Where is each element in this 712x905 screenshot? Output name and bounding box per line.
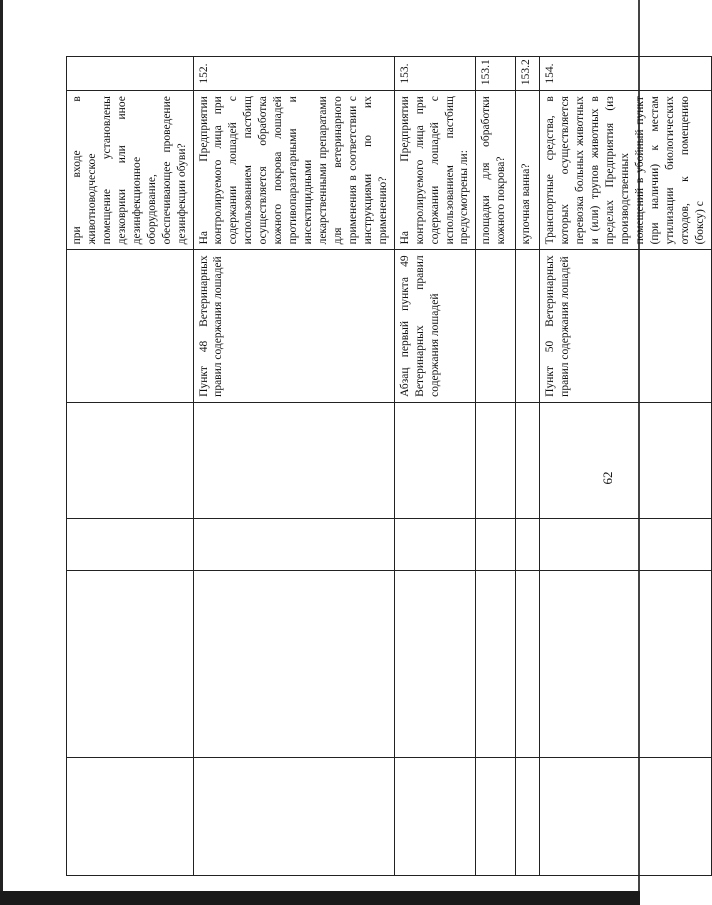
table-row — [193, 57, 394, 876]
cell-empty — [540, 757, 711, 875]
cell-empty — [516, 518, 540, 570]
cell-empty — [193, 402, 394, 518]
cell-empty — [394, 518, 476, 570]
cell-empty — [476, 757, 516, 875]
cell-reference — [516, 250, 540, 402]
cell-number: 153.2 — [516, 57, 540, 91]
cell-number: 153.1 — [476, 57, 516, 91]
cell-number: 152. — [193, 57, 394, 91]
requirements-table — [66, 56, 712, 876]
cell-empty — [394, 402, 476, 518]
cell-question: Транспортные средства, в которых осуществляется перевозка больных животных и (или) трупов животных в пределах Предприятия (из производственных помещений в убойный пункт (при наличии) к местам утилизации биологических отходов, к помещению (боксу) с — [540, 91, 711, 250]
cell-reference: Абзац первый пункта 49 Ветеринарных правил содержания лошадей — [394, 250, 476, 402]
cell-reference — [476, 250, 516, 402]
cell-question: при входе в животноводческое помещение установлены дезковрики или иное дезинфекционное оборудование, обеспечивающее проведение дезинфекции обуви? — [67, 91, 194, 250]
table-row — [476, 57, 516, 876]
cell-empty — [193, 571, 394, 758]
cell-empty — [193, 757, 394, 875]
cell-reference: Пункт 50 Ветеринарных правил содержания лошадей — [540, 250, 711, 402]
cell-empty — [67, 518, 194, 570]
cell-question: купочная ванна? — [516, 91, 540, 250]
cell-reference — [67, 250, 194, 402]
cell-empty — [476, 571, 516, 758]
table-row — [540, 57, 711, 876]
cell-empty — [540, 402, 711, 518]
cell-empty — [193, 518, 394, 570]
cell-number: 154. — [540, 57, 711, 91]
cell-empty — [67, 571, 194, 758]
cell-question: На Предприятии контролируемого лица при содержании лошадей с использованием пастбищ предусмотрены ли: — [394, 91, 476, 250]
rotated-page — [66, 56, 706, 876]
table-row — [394, 57, 476, 876]
cell-empty — [394, 757, 476, 875]
cell-empty — [516, 757, 540, 875]
cell-empty — [476, 402, 516, 518]
cell-empty — [516, 402, 540, 518]
cell-empty — [516, 571, 540, 758]
cell-empty — [67, 757, 194, 875]
cell-reference: Пункт 48 Ветеринарных правил содержания лошадей — [193, 250, 394, 402]
table-row — [516, 57, 540, 876]
cell-empty — [67, 402, 194, 518]
cell-number — [67, 57, 194, 91]
cell-question: На Предприятии контролируемого лица при содержании лошадей с использованием пастбищ осуществляется обработка кожного покрова лошадей противопаразитарными и инсектицидными лекарственными препаратами для ветеринарного применения в соответствии с инструкциями по их применению? — [193, 91, 394, 250]
cell-empty — [394, 571, 476, 758]
scan-edge-bottom — [0, 891, 640, 905]
cell-empty — [476, 518, 516, 570]
cell-question: площадки для обработки кожного покрова? — [476, 91, 516, 250]
scan-edge-left — [0, 0, 3, 905]
page-number: 62 — [600, 471, 615, 485]
cell-number: 153. — [394, 57, 476, 91]
table-row — [67, 57, 194, 876]
cell-empty — [540, 518, 711, 570]
cell-empty — [540, 571, 711, 758]
